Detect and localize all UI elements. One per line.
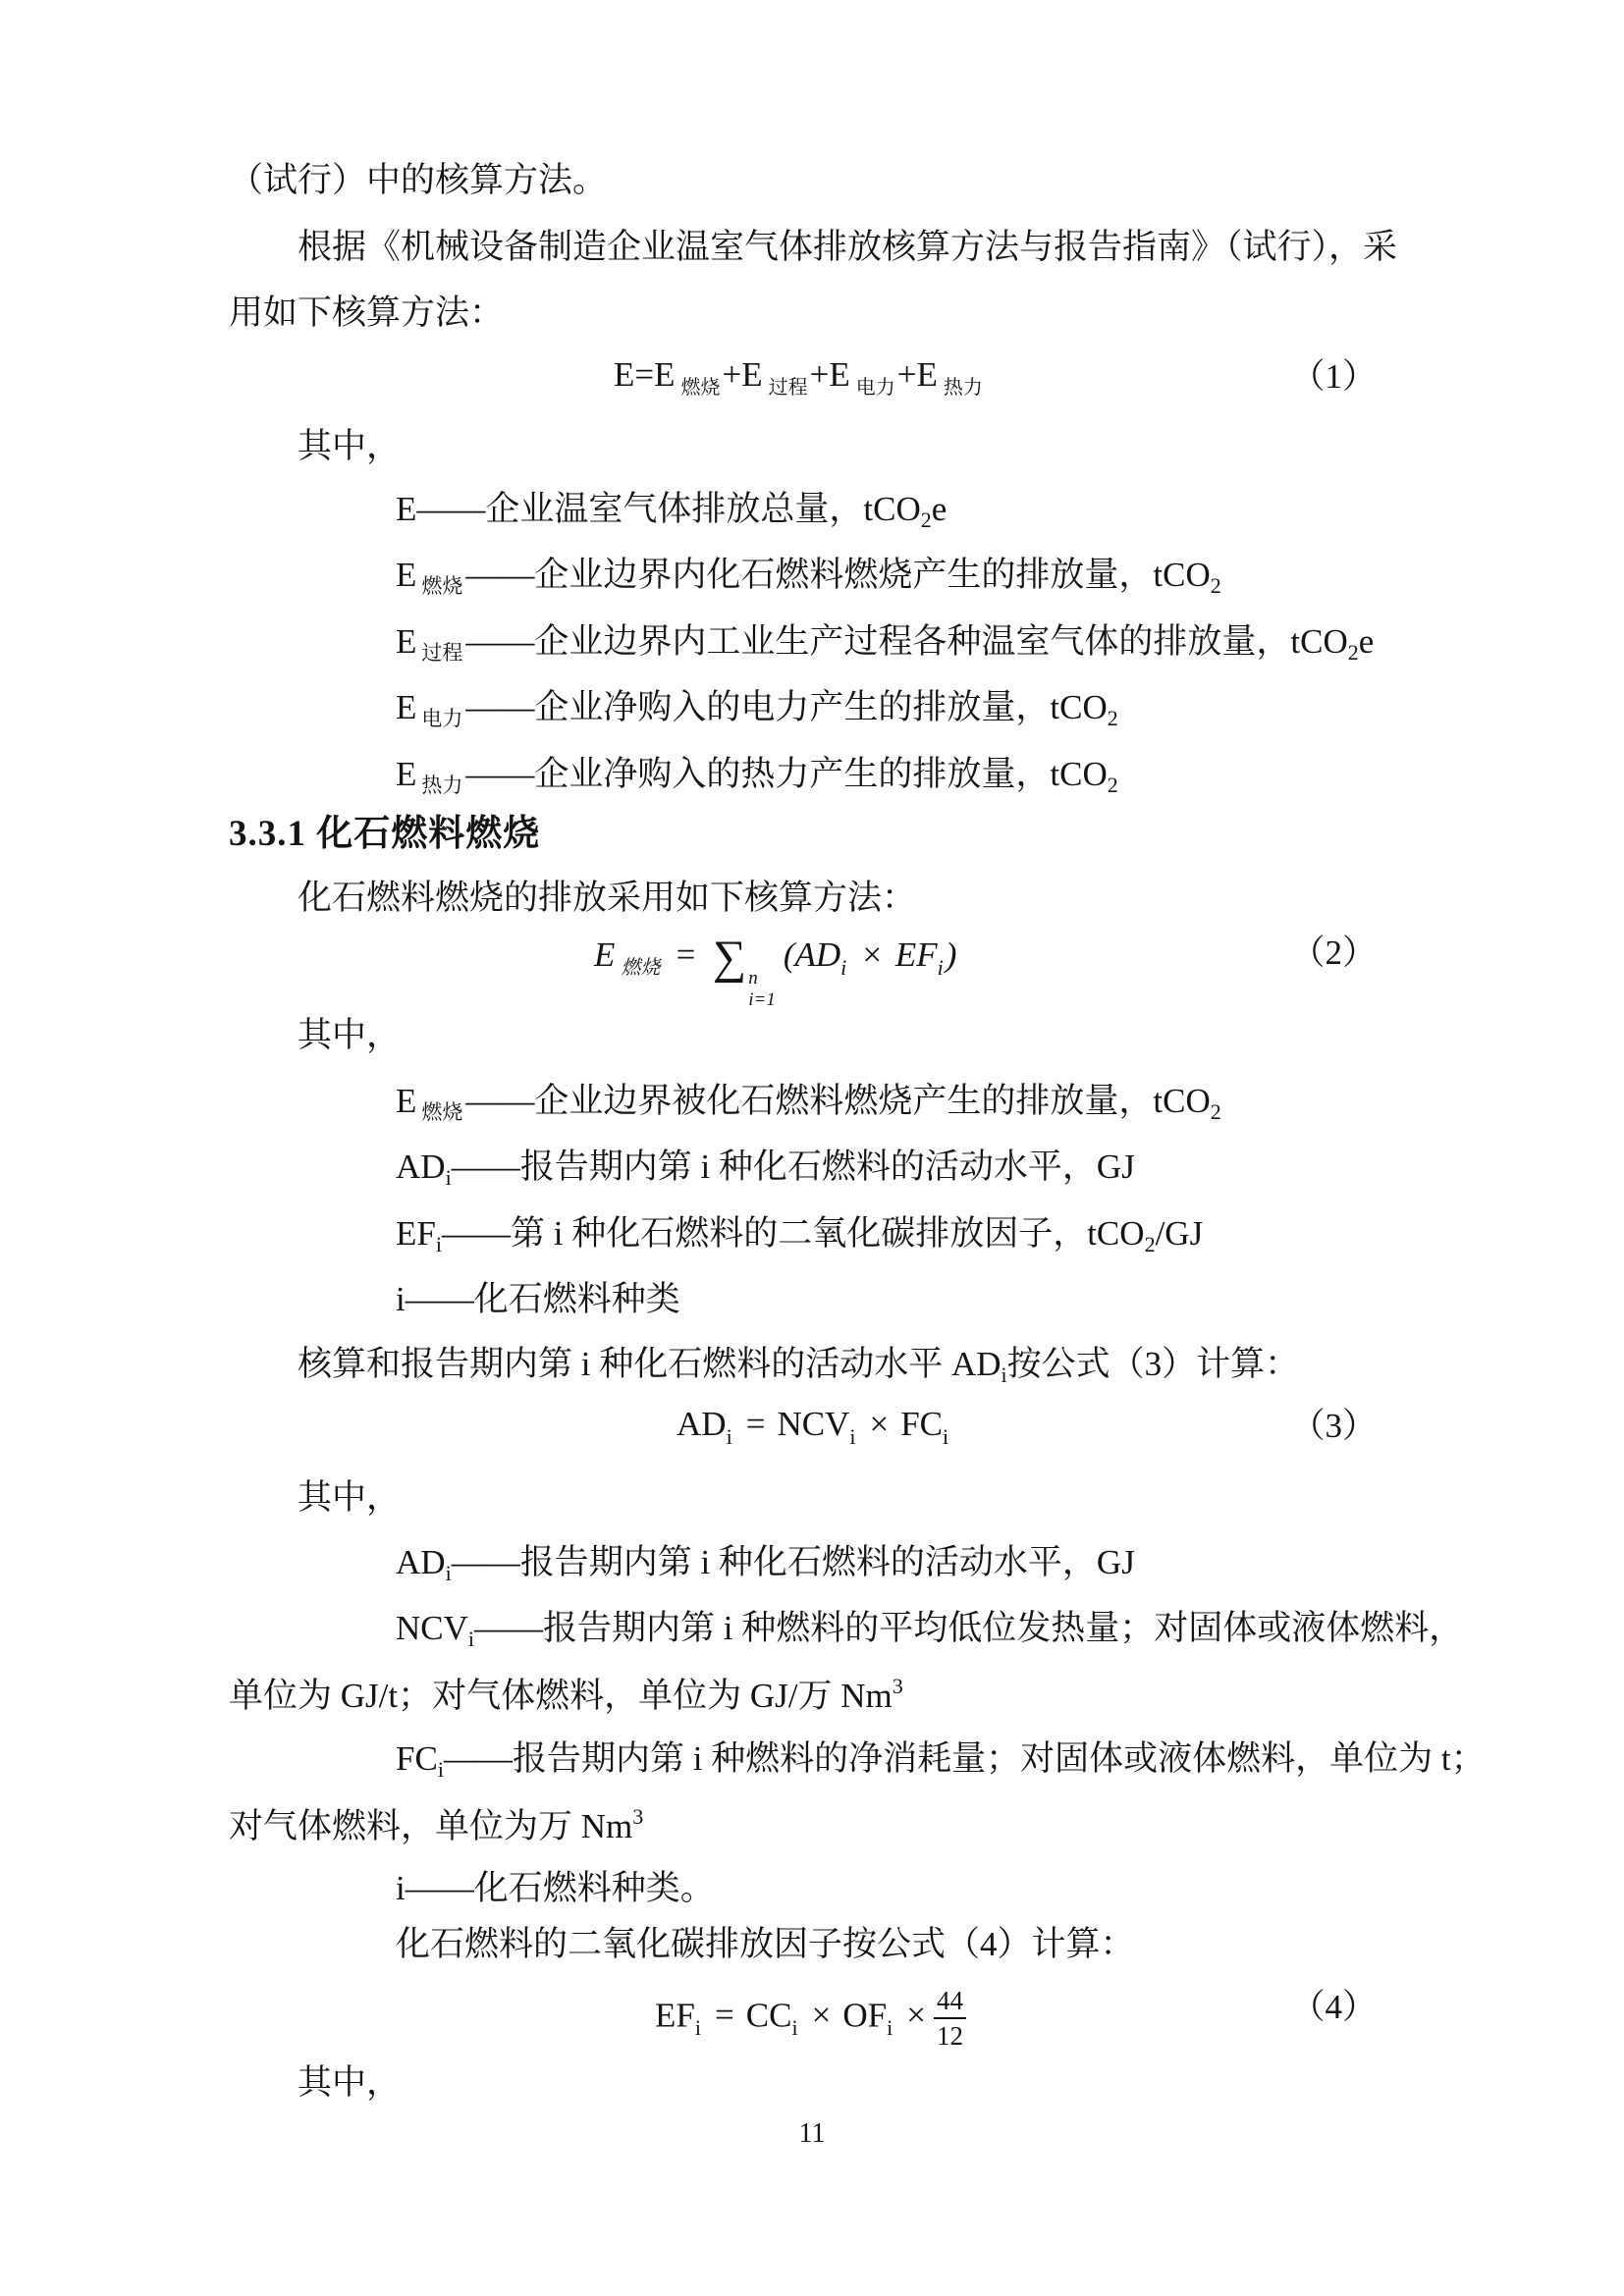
subscript: 2	[920, 507, 932, 532]
subscript: i	[1001, 1362, 1007, 1387]
subscript: 电力	[855, 377, 895, 399]
subscript: i	[437, 1757, 444, 1782]
text-segment: )	[945, 935, 957, 974]
text-segment: ——企业净购入的热力产生的排放量，tCO	[465, 755, 1108, 793]
subscript: i	[791, 2015, 798, 2041]
subscript: 热力	[943, 377, 983, 399]
subscript: i	[887, 2015, 893, 2041]
definition-line-ncvi	[396, 1608, 1463, 1652]
text-segment: AD	[396, 1148, 446, 1186]
definition-line-e-electricity	[396, 687, 1118, 731]
text-segment: E	[594, 935, 616, 974]
text-segment: 核算和报告期内第 i 种化石燃料的活动水平 AD	[298, 1345, 1001, 1383]
text-segment: /GJ	[1155, 1214, 1204, 1253]
times-sign: ×	[811, 1996, 832, 2035]
equals-sign: =	[714, 1996, 734, 2035]
formula-3	[677, 1404, 950, 1450]
text-segment: +E	[809, 355, 850, 394]
text-segment: ——企业边界内工业生产过程各种温室气体的排放量，tCO	[465, 622, 1348, 661]
text-segment: FC	[900, 1405, 944, 1443]
subscript: i	[435, 1232, 442, 1256]
text-segment: ——报告期内第 i 种燃料的净消耗量；对固体或液体燃料，单位为 t；	[443, 1739, 1486, 1778]
subscript: i	[849, 1424, 856, 1449]
subscript: 过程	[421, 641, 463, 665]
text-segment: e	[1358, 622, 1375, 661]
sum-lower-limit: i=1	[748, 988, 776, 1010]
text-segment: ——报告期内第 i 种化石燃料的活动水平，GJ	[451, 1543, 1135, 1581]
text-segment: CC	[745, 1996, 792, 2035]
times-sign: ×	[906, 1996, 926, 2035]
subscript: 2	[1144, 1232, 1156, 1256]
subscript: i	[726, 1424, 732, 1449]
superscript: 3	[632, 1804, 644, 1829]
text-segment: E——企业温室气体排放总量，tCO	[396, 490, 921, 528]
definition-line-fci	[396, 1738, 1486, 1783]
calc3-paragraph	[298, 1344, 1299, 1388]
equation-number-3: （3）	[1290, 1407, 1377, 1445]
subscript: 2	[1347, 640, 1359, 665]
text-segment: AD	[677, 1405, 727, 1443]
definition-line-i	[396, 1279, 680, 1319]
equation-number-4: （4）	[1290, 1988, 1377, 2026]
equation-number-1: （1）	[1290, 357, 1377, 396]
intro-line-3: 用如下核算方法：	[229, 294, 505, 332]
subscript: 2	[1107, 773, 1118, 797]
text-segment: FC	[396, 1739, 438, 1778]
definition-line-e-heat	[396, 754, 1118, 798]
subscript: i	[467, 1627, 475, 1651]
text-segment: 对气体燃料，单位为万 Nm	[229, 1807, 633, 1845]
times-sign: ×	[860, 935, 884, 974]
times-sign: ×	[869, 1405, 890, 1443]
subscript: i	[445, 1165, 452, 1190]
page-number: 11	[798, 2118, 826, 2149]
section-heading: 3.3.1 化石燃料燃烧	[229, 814, 541, 854]
definition-line-adi-2	[396, 1542, 1135, 1586]
sigma-symbol: ∑	[713, 932, 747, 984]
continuation-line-units-fc	[229, 1804, 643, 1846]
equals-sign: =	[745, 1405, 766, 1443]
among-label-1: 其中，	[298, 427, 402, 465]
text-segment: EF	[894, 935, 938, 974]
text-segment: E	[396, 622, 417, 661]
text-segment: E=E	[614, 355, 676, 394]
sum-limits	[748, 968, 776, 1011]
text-segment: +E	[722, 355, 763, 394]
definition-line-adi	[396, 1147, 1135, 1191]
text-segment: E	[396, 1082, 417, 1120]
text-segment: ——报告期内第 i 种化石燃料的活动水平，GJ	[451, 1148, 1135, 1186]
text-segment: ——企业边界被化石燃料燃烧产生的排放量，tCO	[465, 1082, 1211, 1120]
definition-line-i-2	[396, 1868, 715, 1908]
text-segment: E	[396, 556, 417, 594]
among-label-2: 其中，	[298, 1016, 402, 1054]
subscript: 2	[1107, 706, 1118, 730]
subscript: 过程	[768, 377, 808, 399]
text-segment: i	[396, 1280, 406, 1318]
subscript: 燃烧	[421, 1100, 463, 1124]
formula-2	[594, 931, 956, 1011]
text-segment: ——第 i 种化石燃料的二氧化碳排放因子，tCO	[441, 1214, 1145, 1253]
subscript: 燃烧	[621, 957, 661, 979]
intro-line-1: （试行）中的核算方法。	[229, 161, 608, 199]
text-segment: OF	[842, 1996, 888, 2035]
text-segment: E	[396, 755, 417, 793]
superscript: 3	[892, 1674, 903, 1698]
text-segment: ——化石燃料种类。	[405, 1869, 715, 1907]
among-label-4: 其中，	[298, 2063, 402, 2102]
equals-sign: =	[674, 935, 698, 974]
fraction-denominator: 12	[936, 2021, 963, 2052]
among-label-3: 其中，	[298, 1478, 402, 1517]
subscript: i	[694, 2015, 701, 2041]
text-segment: NCV	[396, 1609, 468, 1647]
text-segment: +E	[896, 355, 938, 394]
document-content	[229, 0, 1486, 2296]
definition-line-efi	[396, 1213, 1203, 1257]
definition-line-e-fuel	[396, 555, 1221, 599]
text-segment: ——企业净购入的电力产生的排放量，tCO	[465, 688, 1108, 726]
text-segment: EF	[655, 1996, 695, 2035]
continuation-line-units-ncv	[229, 1674, 903, 1716]
text-segment: i	[396, 1869, 406, 1907]
text-segment: NCV	[777, 1405, 850, 1443]
subscript: i	[943, 1424, 949, 1449]
equation-number-2: （2）	[1290, 934, 1377, 972]
text-segment: e	[931, 490, 947, 528]
calc4-paragraph: 化石燃料的二氧化碳排放因子按公式（4）计算：	[396, 1925, 1135, 1963]
text-segment: ——化石燃料种类	[405, 1280, 680, 1318]
subscript: 燃烧	[421, 574, 463, 598]
intro-line-2: 根据《机械设备制造企业温室气体排放核算方法与报告指南》（试行），采	[298, 228, 1398, 266]
section-intro-line: 化石燃料燃烧的排放采用如下核算方法：	[298, 879, 917, 917]
text-segment: EF	[396, 1214, 436, 1253]
subscript: 2	[1210, 573, 1221, 598]
subscript: 电力	[421, 707, 463, 730]
text-segment: ——企业边界内化石燃料燃烧产生的排放量，tCO	[465, 556, 1211, 594]
fraction-numerator: 44	[934, 1985, 966, 2019]
fraction	[934, 1985, 966, 2053]
subscript: i	[840, 955, 847, 980]
formula-1	[614, 354, 985, 400]
subscript: 2	[1210, 1099, 1221, 1124]
text-segment: 按公式（3）计算：	[1006, 1345, 1300, 1383]
text-segment: AD	[794, 935, 841, 974]
formula-4	[655, 1985, 966, 2053]
sum-upper-limit: n	[748, 968, 758, 988]
text-segment: 单位为 GJ/t；对气体燃料，单位为 GJ/万 Nm	[229, 1677, 893, 1715]
subscript: i	[937, 955, 944, 980]
subscript: 燃烧	[680, 377, 721, 399]
subscript: i	[445, 1561, 452, 1585]
text-segment: AD	[396, 1543, 446, 1581]
definition-line-e-process	[396, 621, 1374, 666]
definition-line-e-combustion	[396, 1081, 1221, 1125]
text-segment: ——报告期内第 i 种燃料的平均低位发热量；对固体或液体燃料，	[474, 1609, 1464, 1647]
text-segment: E	[396, 688, 417, 726]
text-segment: (	[783, 935, 795, 974]
definition-line-e-total	[396, 489, 947, 533]
subscript: 热力	[421, 774, 463, 797]
